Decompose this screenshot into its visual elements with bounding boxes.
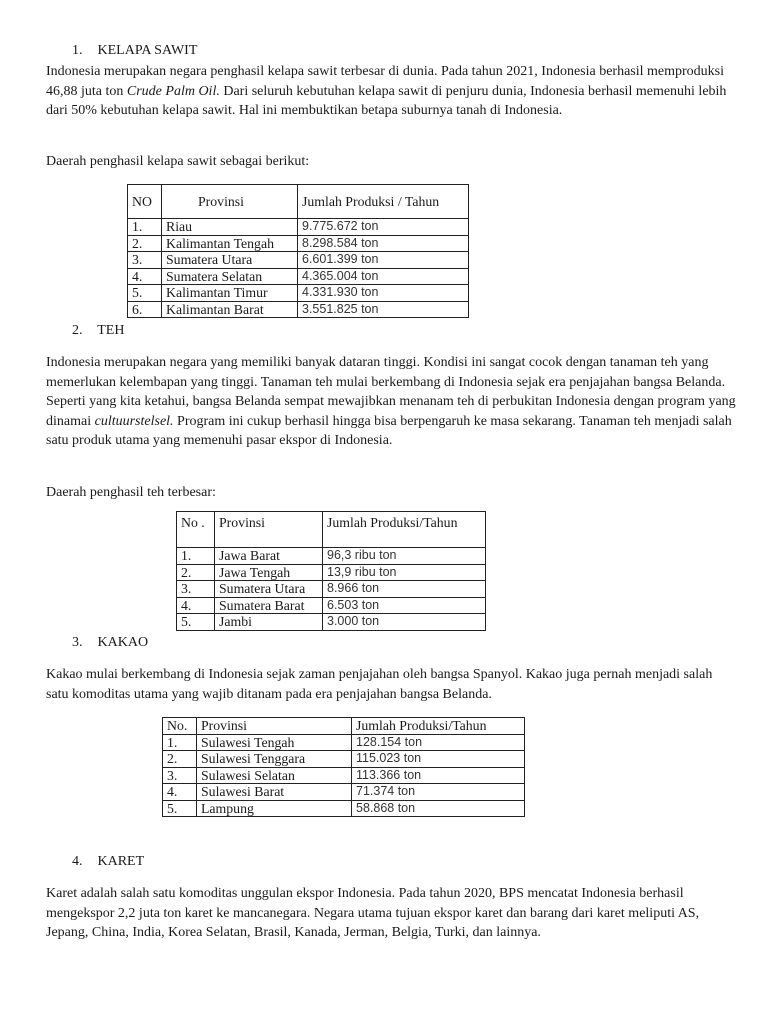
section-3-number: 3.: [72, 635, 83, 650]
table-kakao: [162, 717, 525, 817]
header-no: No.: [163, 718, 197, 735]
section-1-number: 1.: [72, 43, 83, 58]
section-4-paragraph: Karet adalah salah satu komoditas unggulan ekspor Indonesia. Pada tahun 2020, BPS mencatat Indonesia berhasil mengekspor 2,2 juta ton karet ke mancanegara. Negara utama tujuan ekspor karet dan barang dari karet meliputi AS, Jepang, China, India, Korea Selatan, Brasil, Kanada, Jerman, Belgia, Turki, dan lainnya.: [46, 886, 700, 940]
cell-no: 4.: [128, 268, 162, 285]
cell-provinsi: Jambi: [215, 614, 323, 631]
cell-no: 2.: [177, 564, 215, 581]
cell-jumlah: 8.298.584 ton: [298, 235, 469, 252]
cell-provinsi: Kalimantan Barat: [162, 301, 298, 318]
table-row: [177, 597, 486, 614]
section-4-title: KARET: [97, 854, 145, 869]
cell-provinsi: Riau: [162, 219, 298, 236]
cell-provinsi: Sumatera Utara: [162, 252, 298, 269]
cell-jumlah: 71.374 ton: [352, 784, 525, 801]
cell-no: 6.: [128, 301, 162, 318]
section-2-intro: Daerah penghasil teh terbesar:: [46, 485, 216, 500]
section-2-heading: [72, 323, 124, 339]
section-4-heading: [72, 854, 144, 870]
section-3-paragraph: Kakao mulai berkembang di Indonesia sejak zaman penjajahan oleh bangsa Spanyol. Kakao juga pernah menjadi salah satu komoditas utama yang wajib ditanam pada era penjajahan bangsa Belanda.: [46, 667, 713, 702]
cell-no: 5.: [177, 614, 215, 631]
table-row: [128, 235, 469, 252]
cell-jumlah: 13,9 ribu ton: [323, 564, 486, 581]
section-3-title: KAKAO: [97, 635, 149, 650]
section-1-heading: [72, 43, 197, 59]
table-row: [128, 219, 469, 236]
cell-jumlah: 115.023 ton: [352, 751, 525, 768]
table-row: [177, 564, 486, 581]
section-1-paragraph: [46, 62, 736, 121]
table-row: [177, 581, 486, 598]
cell-jumlah: 58.868 ton: [352, 800, 525, 817]
header-provinsi: Provinsi: [197, 718, 352, 735]
cell-no: 2.: [128, 235, 162, 252]
section-2-title: TEH: [97, 323, 125, 338]
cell-provinsi: Sumatera Barat: [215, 597, 323, 614]
section-2-paragraph: [46, 353, 736, 451]
section-1-text-a: Indonesia merupakan negara penghasil kelapa sawit terbesar di dunia. Pada tahun 2021, Indonesia berhasil memproduksi 46,88 juta ton: [46, 64, 725, 99]
table-teh: [176, 511, 486, 631]
cell-no: 5.: [163, 800, 197, 817]
table-row: [163, 751, 525, 768]
table-row: [177, 548, 486, 565]
cell-jumlah: 3.551.825 ton: [298, 301, 469, 318]
cell-no: 4.: [163, 784, 197, 801]
cell-provinsi: Sulawesi Tenggara: [197, 751, 352, 768]
cell-no: 1.: [163, 734, 197, 751]
table-row: [163, 734, 525, 751]
table-row: [177, 614, 486, 631]
cell-jumlah: 4.331.930 ton: [298, 285, 469, 302]
cell-jumlah: 4.365.004 ton: [298, 268, 469, 285]
cell-jumlah: 113.366 ton: [352, 767, 525, 784]
cell-no: 1.: [128, 219, 162, 236]
table-row: [163, 800, 525, 817]
header-provinsi: Provinsi: [162, 185, 298, 219]
cell-provinsi: Kalimantan Timur: [162, 285, 298, 302]
cell-provinsi: Jawa Barat: [215, 548, 323, 565]
section-3-heading: [72, 635, 148, 651]
table-row: [128, 252, 469, 269]
cell-provinsi: Lampung: [197, 800, 352, 817]
cell-jumlah: 9.775.672 ton: [298, 219, 469, 236]
section-1-title: KELAPA SAWIT: [97, 43, 198, 58]
cell-provinsi: Sulawesi Tengah: [197, 734, 352, 751]
cell-jumlah: 8.966 ton: [323, 581, 486, 598]
cell-jumlah: 3.000 ton: [323, 614, 486, 631]
cell-no: 3.: [163, 767, 197, 784]
cell-jumlah: 128.154 ton: [352, 734, 525, 751]
cell-provinsi: Jawa Tengah: [215, 564, 323, 581]
cell-no: 1.: [177, 548, 215, 565]
header-no: No .: [177, 512, 215, 548]
header-jumlah: Jumlah Produksi/Tahun: [352, 718, 525, 735]
cell-jumlah: 6.503 ton: [323, 597, 486, 614]
cell-provinsi: Sulawesi Selatan: [197, 767, 352, 784]
cell-jumlah: 96,3 ribu ton: [323, 548, 486, 565]
section-2-number: 2.: [72, 323, 83, 338]
section-2-text-italic: cultuurstelsel.: [94, 413, 174, 429]
cell-no: 3.: [177, 581, 215, 598]
table-row: [128, 285, 469, 302]
table-header-row: [163, 718, 525, 735]
section-1-text-b: Dari seluruh kebutuhan kelapa sawit di penjuru dunia, Indonesia berhasil memenuhi lebih dari 50% kebutuhan kelapa sawit. Hal ini membuktikan betapa suburnya tanah di Indonesia.: [46, 83, 727, 118]
table-header-row: [128, 185, 469, 219]
section-1-intro: Daerah penghasil kelapa sawit sebagai berikut:: [46, 154, 310, 169]
section-4-number: 4.: [72, 854, 83, 869]
header-no: NO: [128, 185, 162, 219]
table-kelapa-sawit: [127, 184, 469, 318]
header-provinsi: Provinsi: [215, 512, 323, 548]
cell-no: 5.: [128, 285, 162, 302]
section-2-text-a: Indonesia merupakan negara yang memiliki banyak dataran tinggi. Kondisi ini sangat cocok dengan tanaman teh yang memerlukan kelembapan yang tinggi. Tanaman teh mulai berkembang di Indonesia sejak era penjajahan bangsa Belanda. Seperti yang kita ketahui, bangsa Belanda sempat mewajibkan menanam teh di perbukitan Indonesia dengan program yang dinamai: [46, 355, 736, 429]
cell-jumlah: 6.601.399 ton: [298, 252, 469, 269]
header-jumlah: Jumlah Produksi / Tahun: [298, 185, 469, 219]
cell-provinsi: Sulawesi Barat: [197, 784, 352, 801]
cell-no: 4.: [177, 597, 215, 614]
cell-no: 3.: [128, 252, 162, 269]
table-row: [128, 301, 469, 318]
section-1-text-italic: Crude Palm Oil.: [126, 83, 220, 99]
cell-provinsi: Sumatera Selatan: [162, 268, 298, 285]
cell-provinsi: Kalimantan Tengah: [162, 235, 298, 252]
table-row: [163, 784, 525, 801]
cell-provinsi: Sumatera Utara: [215, 581, 323, 598]
table-header-row: [177, 512, 486, 548]
cell-no: 2.: [163, 751, 197, 768]
section-2-text-b: Program ini cukup berhasil hingga bisa berpengaruh ke masa sekarang. Tanaman teh menjadi salah satu produk utama yang memenuhi pasar ekspor di Indonesia.: [46, 413, 732, 448]
header-jumlah: Jumlah Produksi/Tahun: [323, 512, 486, 548]
table-row: [163, 767, 525, 784]
table-row: [128, 268, 469, 285]
